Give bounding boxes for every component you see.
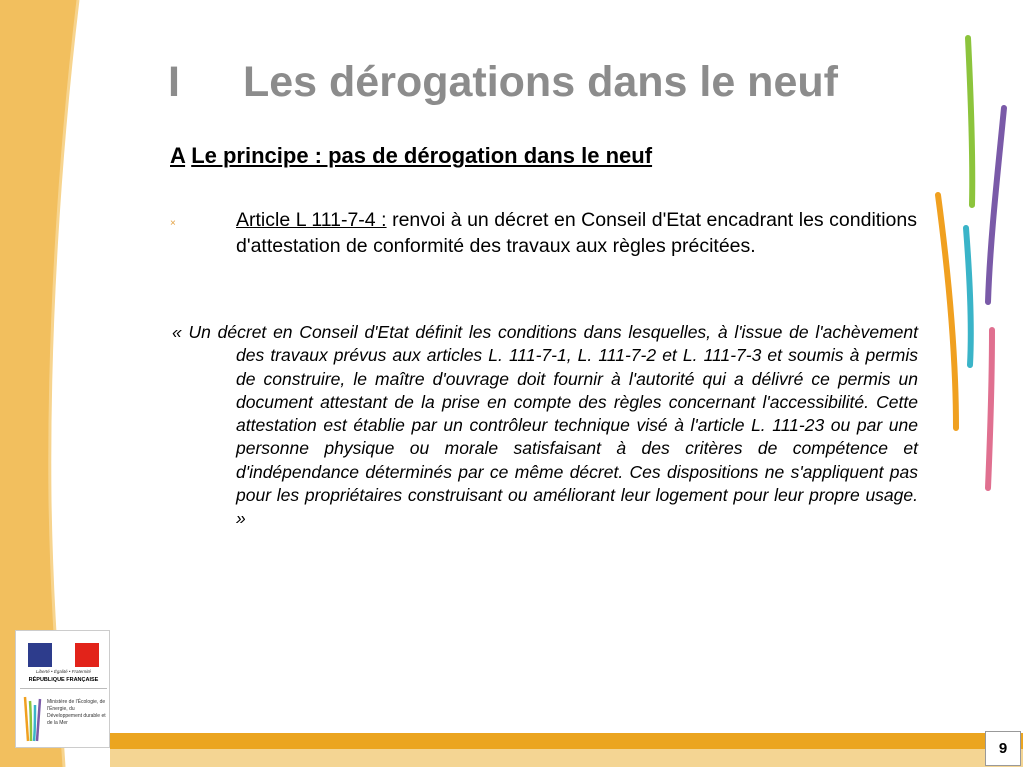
article-reference: Article L 111-7-4 :	[236, 209, 387, 231]
marianne-flag-icon	[28, 643, 99, 667]
footer-bar-light	[110, 749, 1023, 767]
legal-quote: « Un décret en Conseil d'Etat définit les conditions dans lesquelles, à l'issue de l'achèvement des travaux prévus aux articles L. 111-7-1, L. 111-7-2 et L. 111-7-3 et soumis à permis de construire, le maître d'ouvrage doit fournir à l'autorité qui a délivré ce permis un document attestant de la prise en compte des règles concernant l'accessibilité. Cette attestation est établie par un contrôleur technique visé à l'article L. 111-23 ou par une personne physique ou morale satisfaisant à des critères de compétence et d'indépendance déterminés par ce même décret. Ces dispositions ne s'appliquent pas pour les propriétaires construisant ou améliorant leur logement pour leur propre usage. »	[172, 322, 918, 529]
page-number: 9	[985, 731, 1021, 766]
logo-republic: RÉPUBLIQUE FRANÇAISE	[28, 677, 99, 683]
article-paragraph	[236, 207, 917, 259]
footer-bar	[110, 733, 1023, 749]
bullet-icon: ×	[170, 218, 176, 229]
section-subtitle	[170, 143, 652, 169]
title-text: Les dérogations dans le neuf	[243, 58, 838, 106]
logo-ministry: Ministère de l'Écologie, de l'Énergie, du Développement durable et de la Mer	[47, 699, 106, 726]
logo-divider	[20, 688, 107, 689]
decorative-strokes	[930, 30, 1023, 500]
subtitle-letter: A	[170, 143, 186, 168]
title-number: I	[168, 58, 180, 106]
article-text: renvoi à un décret en Conseil d'Etat encadrant les conditions d'attestation de conformité des travaux aux règles précitées.	[236, 209, 917, 257]
subtitle-text: Le principe : pas de dérogation dans le neuf	[191, 143, 653, 168]
ministry-stripes-icon	[22, 695, 44, 743]
ministry-logo	[15, 630, 110, 748]
slide-title	[168, 58, 838, 107]
logo-motto: Liberté • Égalité • Fraternité	[36, 669, 91, 674]
